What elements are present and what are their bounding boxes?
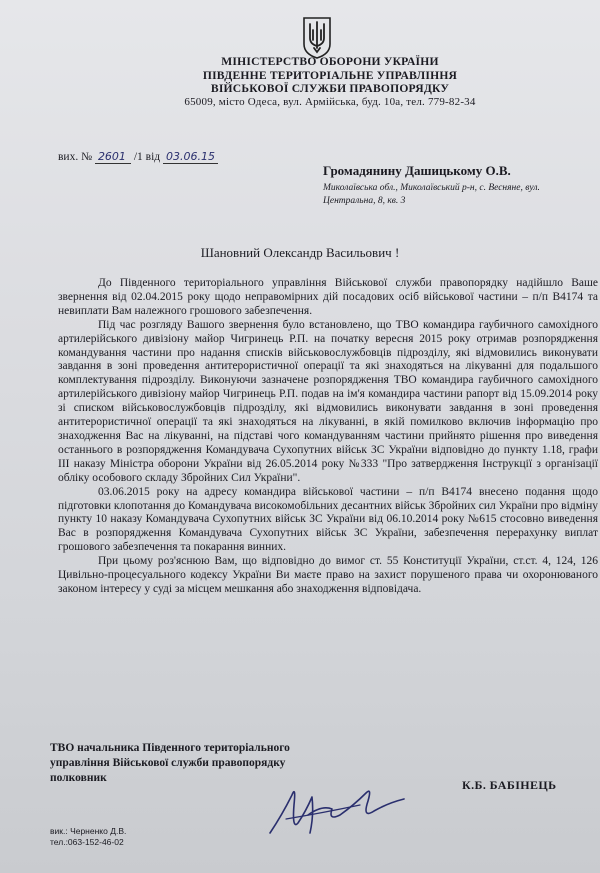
recipient-address-line: Миколаївська обл., Миколаївський р-н, с. Весняне, вул.	[323, 183, 540, 193]
greeting: Шановний Олександр Васильович !	[200, 245, 400, 260]
recipient-address-line: Центральна, 8, кв. 3	[323, 196, 406, 206]
body-paragraph: 03.06.2015 року на адресу командира військової частини – п/п В4174 внесено подання щодо підготовки клопотання до Командувача високомобільних десантних військ Збройних сил України про відміну пункту 10 наказу Командувача Сухопутних військ ЗС України від 06.10.2014 року №615 стосовно виведення Вас в розпорядження Командувача Сухопутних військ ЗС України, забезпечення перерахунку виплат грошового забезпечення та покарання винних.	[58, 485, 598, 554]
ministry-name: МІНІСТЕРСТВО ОБОРОНИ УКРАЇНИ	[221, 55, 439, 68]
recipient-name: Громадянину Дашицькому О.В.	[323, 163, 511, 178]
signer-title-line: ТВО начальника Південного територіального	[50, 742, 290, 754]
handwritten-signature	[262, 775, 412, 845]
executor-phone: тел.:063-152-46-02	[50, 837, 124, 847]
letter-body	[58, 277, 598, 597]
signer-rank: полковник	[50, 772, 107, 784]
executor-name: вик.: Черненко Д.В.	[50, 826, 127, 836]
body-paragraph: До Південного територіального управління Військової служби правопорядку надійшло Ваше звернення від 02.04.2015 року щодо неправомірних дій посадових осіб військової частини – п/п В4174 та невиплати Вам належного грошового забезпечення.	[58, 277, 598, 317]
outgoing-prefix: вих. №	[58, 151, 93, 163]
department-name: ПІВДЕННЕ ТЕРИТОРІАЛЬНЕ УПРАВЛІННЯ	[202, 68, 458, 82]
trident-emblem-icon	[300, 14, 334, 60]
signer-name: К.Б. БАБІНЕЦЬ	[462, 778, 557, 792]
recipient-address	[323, 182, 593, 208]
letterhead	[150, 55, 510, 109]
outgoing-date: 03.06.15	[163, 150, 218, 164]
body-paragraph: При цьому роз'яснюю Вам, що відповідно до вимог ст. 55 Конституції України, ст.ст. 4, 124, 126 Цивільно-процесуального кодексу України Ви маєте право на захист порушеного права чи охоронюваного законом інтересу у суді за місцем мешкання або знаходження відповідача.	[58, 555, 598, 595]
letterhead-address: 65009, місто Одеса, вул. Армійська, буд. 10а, тел. 779-82-34	[184, 95, 476, 108]
signer-title-line: управління Військової служби правопорядку	[50, 757, 286, 769]
recipient-block	[323, 163, 593, 208]
outgoing-number	[58, 150, 218, 164]
body-paragraph: Під час розгляду Вашого звернення було встановлено, що ТВО командира гаубичного самохідного артилерійського дивізіону майор Чигринець Р.П. на початку вересня 2015 року отримав розпорядження командування частини про надання списків військовослужбовців підрозділу, які відмовились виконувати завдання в зоні проведення антитерористичної операції та які знаходяться на лікуванні для подальшого комплектування підрозділу. Виконуючи зазначене розпорядження ТВО командира гаубичного самохідного артилерійського дивізіону майор Чигринець Р.П. подав на ім'я командира частини рапорт від 15.09.2014 року зі списком військовослужбовців підрозділу, які відмовились виконувати завдання в зоні проведення антитерористичної операції та які знаходяться на лікуванні, в якій помилково включив інформацію про знаходження Вас на лікуванні, на підставі чого командуванням частини прийнято рішення про виведення останнього в розпорядження Командувача Сухопутних військ ЗС України відповідно до пункту 1.18, графи ІІІ наказу Міністра оборони України від 26.05.2014 року №333 "Про затвердження Інструкції з організації обліку особового складу Збройних Сил України".	[58, 318, 598, 484]
service-name: ВІЙСЬКОВОЇ СЛУЖБИ ПРАВОПОРЯДКУ	[210, 82, 450, 95]
executor-info	[50, 826, 126, 848]
outgoing-number-value: 2601	[95, 150, 131, 164]
outgoing-suffix: /1 від	[133, 151, 161, 163]
